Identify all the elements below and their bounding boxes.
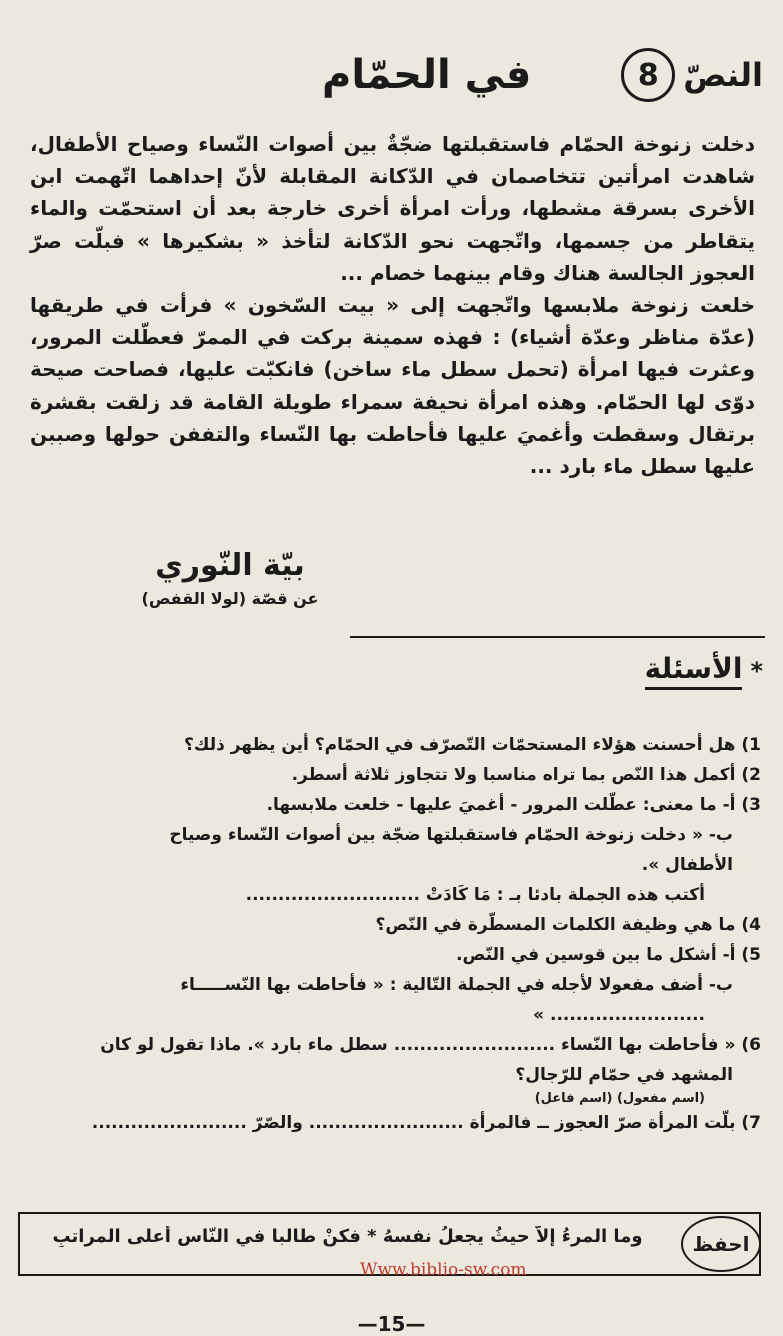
page-number: —15—: [357, 1312, 426, 1336]
star-icon: *: [750, 657, 763, 685]
question-1: 1) هل أحسنت هؤلاء المستحمّات التّصرّف في الحمّام؟ أين يظهر ذلك؟: [184, 735, 761, 755]
memorize-label: احفظ: [681, 1216, 761, 1272]
question-3b-task: أكتب هذه الجملة بادئا بـ : مَا كَادَتْ ...........................: [245, 885, 705, 905]
question-5b: ب- أضف مفعولا لأجله في الجملة التّالية : « فأحاطت بها النّســـــاء: [180, 975, 733, 995]
watermark-link[interactable]: Www.biblio-sw.com: [360, 1260, 527, 1280]
question-5b-blank: ........................ »: [533, 1005, 705, 1025]
question-3b: ب- « دخلت زنوخة الحمّام فاستقبلتها ضجّة بين أصوات النّساء وصياح: [169, 825, 733, 845]
question-4: 4) ما هي وظيفة الكلمات المسطّرة في النّص؟: [375, 915, 761, 935]
question-3b-cont: الأطفال ».: [641, 855, 733, 875]
questions-list: [24, 730, 761, 1138]
question-2: 2) أكمل هذا النّص بما تراه مناسبا ولا تتجاوز ثلاثة أسطر.: [291, 765, 761, 785]
questions-heading: [645, 652, 763, 690]
question-3a: 3) أ- ما معنى: عطّلت المرور - أغميَ عليها - خلعت ملابسها.: [266, 795, 761, 815]
story-text: [30, 128, 755, 482]
story-paragraph-2: خلعت زنوخة ملابسها واتّجهت إلى « بيت السّخون » فرأت في طريقها (عدّة مناظر وعدّة أشياء) : فهذه سمينة بركت في الممرّ فعطّلت المرور، وعثرت فيها امرأة (تحمل سطل ماء ساخن) فانكبّت عليها، فصاحت صيحة دوّى لها الحمّام. وهذه امرأة نحيفة سمراء طويلة القامة قد زلقت بقشرة برتقال وسقطت وأغميَ عليها فأحاطت بها النّساء والتففن حولها وصببن عليها سطل ماء بارد ...: [30, 293, 755, 479]
lesson-number: 8: [621, 48, 675, 102]
question-7-hint: (اسم مفعول) (اسم فاعل): [534, 1091, 705, 1106]
lesson-title: في الحمّام: [322, 52, 532, 98]
question-6: 6) « فأحاطت بها النّساء ......................... سطل ماء بارد ». ماذا تقول لو كان: [100, 1035, 761, 1055]
questions-heading-label: الأسئلة: [645, 652, 743, 690]
lesson-label: النصّ: [683, 56, 763, 94]
story-paragraph-1: دخلت زنوخة الحمّام فاستقبلتها ضجّةٌ بين أصوات النّساء وصياح الأطفال، شاهدت امرأتين تتخاصمان في الدّكانة المقابلة لأنّ إحداهما اتّهمت ابن الأخرى بسرقة مشطها، ورأت امرأة أخرى خارجة بعد أن استحمّت والماء يتقاطر من جسمها، واتّجهت نحو الدّكانة لتأخذ « بشكيرها » فبلّت صرّ العجوز الجالسة هناك وقام بينهما خصام ...: [30, 132, 755, 285]
source-citation: عن قصّة (لولا القفص): [141, 589, 319, 608]
question-6-cont: المشهد في حمّام للرّجال؟: [515, 1065, 733, 1085]
question-5a: 5) أ- أشكل ما بين قوسين في النّص.: [456, 945, 761, 965]
author-name: بيّة النّوري: [155, 548, 305, 583]
section-divider: [350, 636, 765, 638]
question-7: 7) بلّت المرأة صرّ العجوز ــ فالمرأة ........................ والصّرّ ........................: [91, 1113, 761, 1133]
memorize-verse: وما المرءُ إلاّ حيثُ يجعلُ نفسهُ * فكنْ طالبا في النّاس أعلى المراتبِ: [52, 1226, 643, 1247]
lesson-header: [40, 40, 763, 110]
author-block: [110, 548, 350, 608]
